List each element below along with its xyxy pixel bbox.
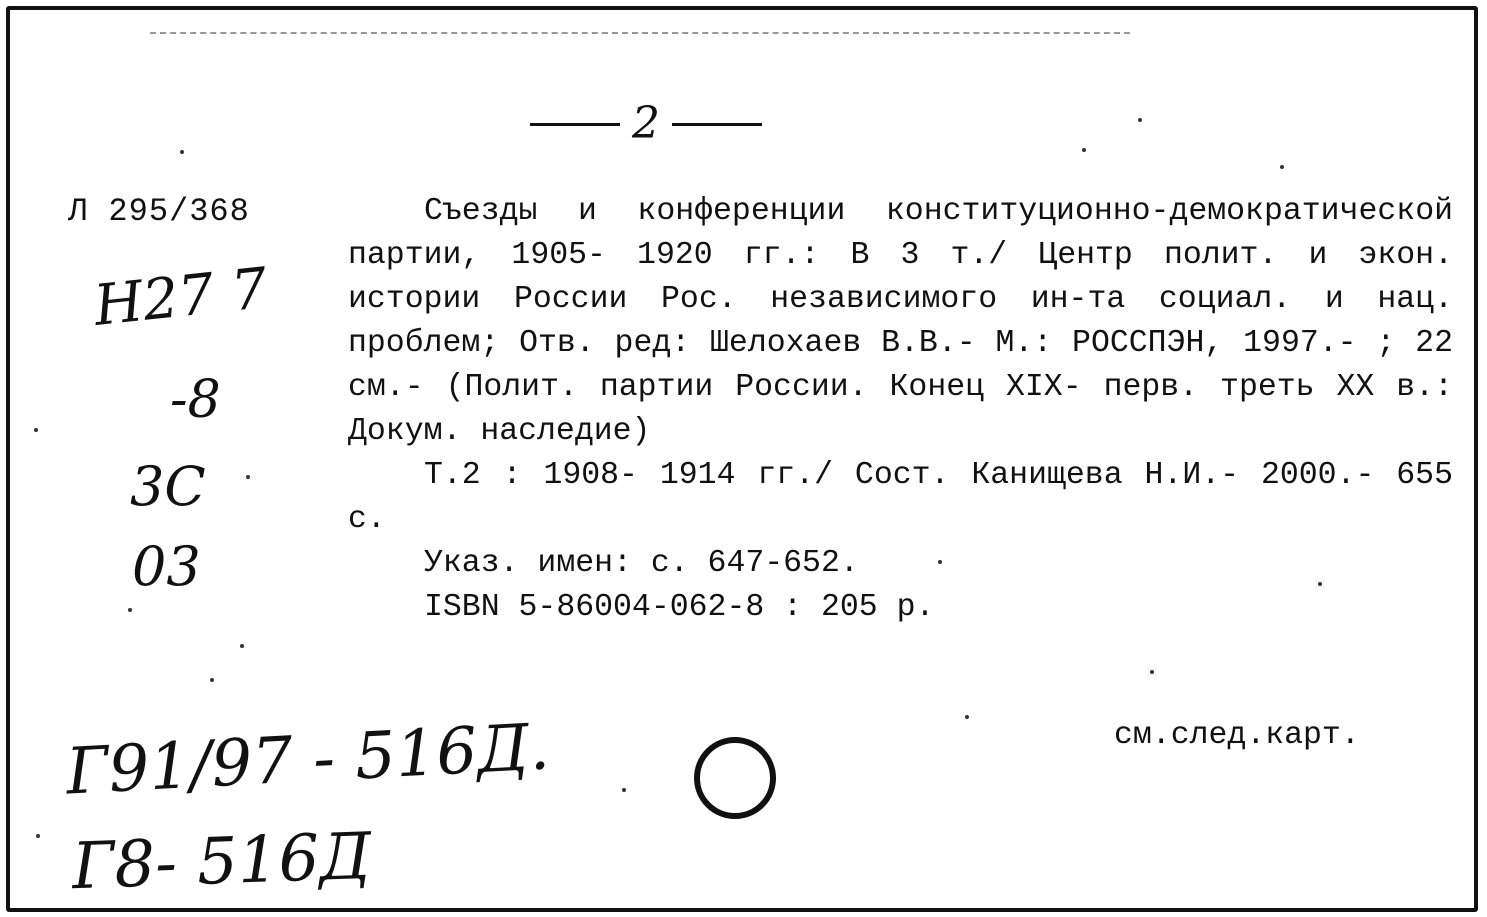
punch-hole — [694, 737, 776, 819]
dash-right — [672, 123, 762, 126]
continued-note: см.след.карт. — [1114, 718, 1360, 753]
bibliographic-entry — [348, 190, 1453, 630]
handwritten-margin-code: Н27 7 — [91, 256, 271, 339]
title-paragraph: Съезды и конференции конституционно-демократической партии, 1905- 1920 гг.: В 3 т./ Центр полит. и экон. истории России Рос. независимого ин-та социал. и нац. проблем; Отв. ред: Шелохаев В.В.- М.: РОССПЭН, 1997.- ; 22 см.- (Полит. партии России. Конец XIX- перв. треть XX в.: Докум. наследие) — [348, 194, 1453, 449]
handwritten-accession-2: Г8- 516Д — [70, 819, 373, 905]
handwritten-margin-code-3: 3С — [130, 455, 206, 518]
speck — [240, 644, 244, 648]
page-number — [530, 98, 830, 149]
handwritten-accession-1: Г91/97 - 516Д. — [64, 710, 552, 810]
speck — [938, 560, 942, 564]
dash-left — [530, 123, 620, 126]
volume-paragraph: Т.2 : 1908- 1914 гг./ Сост. Канищева Н.И.- 2000.- 655 с. — [348, 458, 1453, 537]
speck — [36, 834, 40, 838]
speck — [246, 475, 250, 479]
page-number-label: 2 — [632, 98, 660, 149]
speck — [1150, 670, 1154, 674]
handwritten-margin-code-2: -8 — [170, 370, 221, 430]
speck — [1138, 118, 1142, 122]
speck — [1082, 148, 1086, 152]
speck — [180, 150, 184, 154]
speck — [1280, 165, 1284, 169]
speck — [965, 715, 969, 719]
top-divider — [150, 32, 1130, 34]
speck — [128, 608, 132, 612]
shelf-mark: Л 295/368 — [68, 193, 250, 230]
index-line: Указ. имен: с. 647-652. — [424, 546, 859, 581]
handwritten-margin-code-4: 03 — [132, 535, 201, 598]
speck — [1318, 582, 1322, 586]
catalog-card — [6, 6, 1478, 912]
speck — [34, 428, 38, 432]
isbn-line: ISBN 5-86004-062-8 : 205 р. — [424, 590, 935, 625]
speck — [210, 678, 214, 682]
speck — [622, 788, 626, 792]
